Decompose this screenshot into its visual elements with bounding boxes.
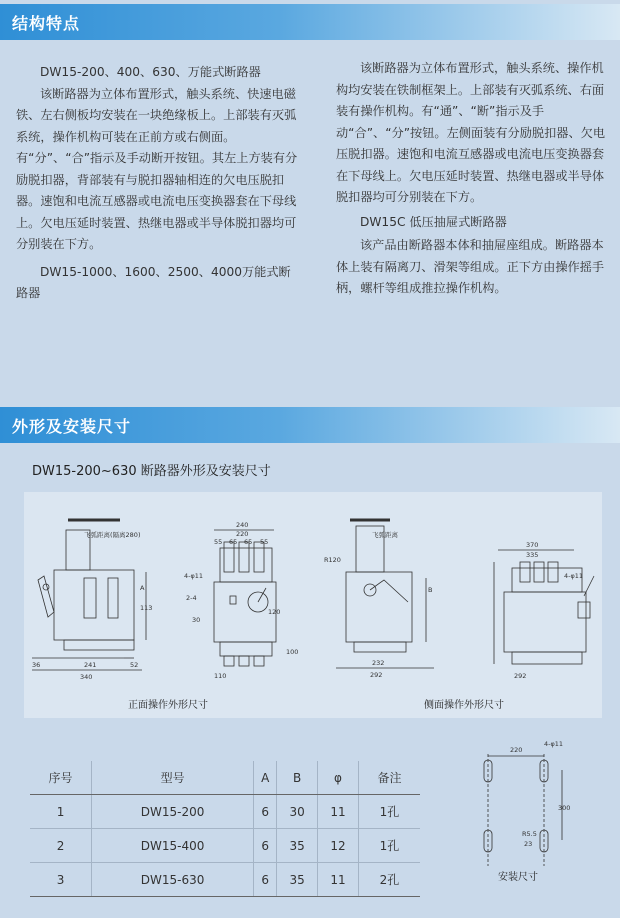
paragraph-heading-dw15-200: DW15-200、400、630、万能式断路器 — [40, 65, 261, 79]
spec-table — [30, 761, 420, 897]
table-row — [30, 829, 420, 863]
cell-index: 2 — [30, 829, 92, 863]
caption-mounting: 安装尺寸 — [498, 872, 538, 883]
paragraph-body-right: 该断路器为立体布置形式，触头系统、操作机构均安装在铁制框架上。上部装有灭弧系统、右面装有操作机构。有“通”、“断”指示及手动“合”、“分”按钮。左侧面装有分励脱扣器、欠电压脱扣器。速饱和电流互感器或电流电压变换器套在下母线上。欠电压延时装置、热继电器或半导体脱扣器均可分别装在下方。 — [336, 61, 606, 204]
svg-text:飞弧距离: 飞弧距离 — [372, 531, 398, 539]
left-column — [16, 62, 302, 305]
svg-text:292: 292 — [514, 672, 527, 680]
svg-text:110: 110 — [214, 672, 227, 680]
header-a: A — [254, 761, 277, 795]
svg-text:2-4: 2-4 — [186, 594, 197, 602]
svg-text:335: 335 — [526, 551, 539, 559]
caption-side-operation: 侧面操作外形尺寸 — [424, 700, 504, 711]
svg-text:113: 113 — [140, 604, 153, 612]
table-row — [30, 795, 420, 829]
cell-b: 35 — [277, 829, 318, 863]
cell-model: DW15-200 — [92, 795, 254, 829]
section-header-dimensions — [0, 407, 620, 443]
svg-text:36: 36 — [32, 661, 41, 669]
side-elevation-drawing — [494, 541, 594, 680]
svg-text:240: 240 — [236, 521, 249, 529]
cell-index: 1 — [30, 795, 92, 829]
front-elevation-drawing — [184, 521, 298, 680]
cell-note: 2孔 — [358, 863, 420, 897]
svg-text:100: 100 — [286, 648, 299, 656]
paragraph-body-left: 该断路器为立体布置形式，触头系统、快速电磁铁、左右侧板均安装在一块绝缘板上。上部装有灭弧系统，操作机构可装在正前方或右侧面。有“分”、“合”指示及手动断开按钮。其左上方装有分励脱扣器，背部装有与脱扣器轴相连的欠电压脱扣器。速饱和电流互感器或电流电压变换器套在下母线上。欠电压延时装置、热继电器或半导体脱扣器均可分别装在下方。 — [16, 86, 298, 251]
svg-text:292: 292 — [370, 671, 383, 679]
svg-text:R5.5: R5.5 — [522, 830, 537, 838]
mounting-drawing — [472, 736, 592, 886]
svg-text:65: 65 — [244, 538, 253, 546]
header-model: 型号 — [92, 761, 254, 795]
svg-text:R120: R120 — [324, 556, 341, 564]
table-header-row — [30, 761, 420, 795]
svg-text:52: 52 — [130, 661, 139, 669]
header-b: B — [277, 761, 318, 795]
front-view-drawing — [32, 520, 152, 681]
svg-text:120: 120 — [268, 608, 281, 616]
svg-text:4-φ11: 4-φ11 — [544, 740, 564, 748]
cell-model: DW15-630 — [92, 863, 254, 897]
cell-phi: 12 — [318, 829, 359, 863]
cell-a: 6 — [254, 829, 277, 863]
cell-b: 35 — [277, 863, 318, 897]
svg-text:4-φ11: 4-φ11 — [184, 572, 204, 580]
svg-text:4-φ11: 4-φ11 — [564, 572, 584, 580]
cell-phi: 11 — [318, 863, 359, 897]
header-phi: φ — [318, 761, 359, 795]
right-column — [336, 58, 606, 300]
svg-text:220: 220 — [510, 746, 523, 754]
technical-drawing-panel — [24, 492, 602, 718]
header-index: 序号 — [30, 761, 92, 795]
svg-text:B: B — [428, 586, 433, 594]
svg-text:65: 65 — [229, 538, 238, 546]
cell-note: 1孔 — [358, 829, 420, 863]
cell-phi: 11 — [318, 795, 359, 829]
section-title-structure: 结构特点 — [12, 14, 81, 33]
svg-text:30: 30 — [192, 616, 201, 624]
caption-front-operation: 正面操作外形尺寸 — [128, 700, 208, 711]
svg-text:232: 232 — [372, 659, 385, 667]
cell-a: 6 — [254, 795, 277, 829]
section-title-dimensions: 外形及安装尺寸 — [12, 417, 132, 436]
cell-index: 3 — [30, 863, 92, 897]
side-view-drawing — [324, 520, 434, 679]
svg-text:241: 241 — [84, 661, 97, 669]
cell-a: 6 — [254, 863, 277, 897]
cell-note: 1孔 — [358, 795, 420, 829]
svg-text:55: 55 — [214, 538, 223, 546]
cell-b: 30 — [277, 795, 318, 829]
cell-model: DW15-400 — [92, 829, 254, 863]
paragraph-heading-dw15-1000: DW15-1000、1600、2500、4000万能式断路器 — [16, 264, 291, 300]
svg-text:370: 370 — [526, 541, 539, 549]
svg-text:220: 220 — [236, 530, 249, 538]
table-row — [30, 863, 420, 897]
drawing-title: DW15-200~630 断路器外形及安装尺寸 — [32, 464, 271, 479]
paragraph-body-dw15c: 该产品由断路器本体和抽屉座组成。断路器本体上装有隔离刀、滑架等组成。正下方由操作摇手柄，螺杆等组成推拉操作机构。 — [336, 238, 605, 295]
svg-text:340: 340 — [80, 673, 93, 681]
header-note: 备注 — [358, 761, 420, 795]
section-header-structure — [0, 4, 620, 40]
technical-drawing-svg — [24, 492, 602, 718]
svg-text:55: 55 — [260, 538, 269, 546]
svg-text:23: 23 — [524, 840, 533, 848]
dim-arc-note: 飞弧距离(隔离280) — [84, 531, 141, 539]
svg-text:300: 300 — [558, 804, 571, 812]
paragraph-heading-dw15c: DW15C 低压抽屉式断路器 — [360, 214, 507, 229]
svg-text:A: A — [140, 584, 145, 592]
